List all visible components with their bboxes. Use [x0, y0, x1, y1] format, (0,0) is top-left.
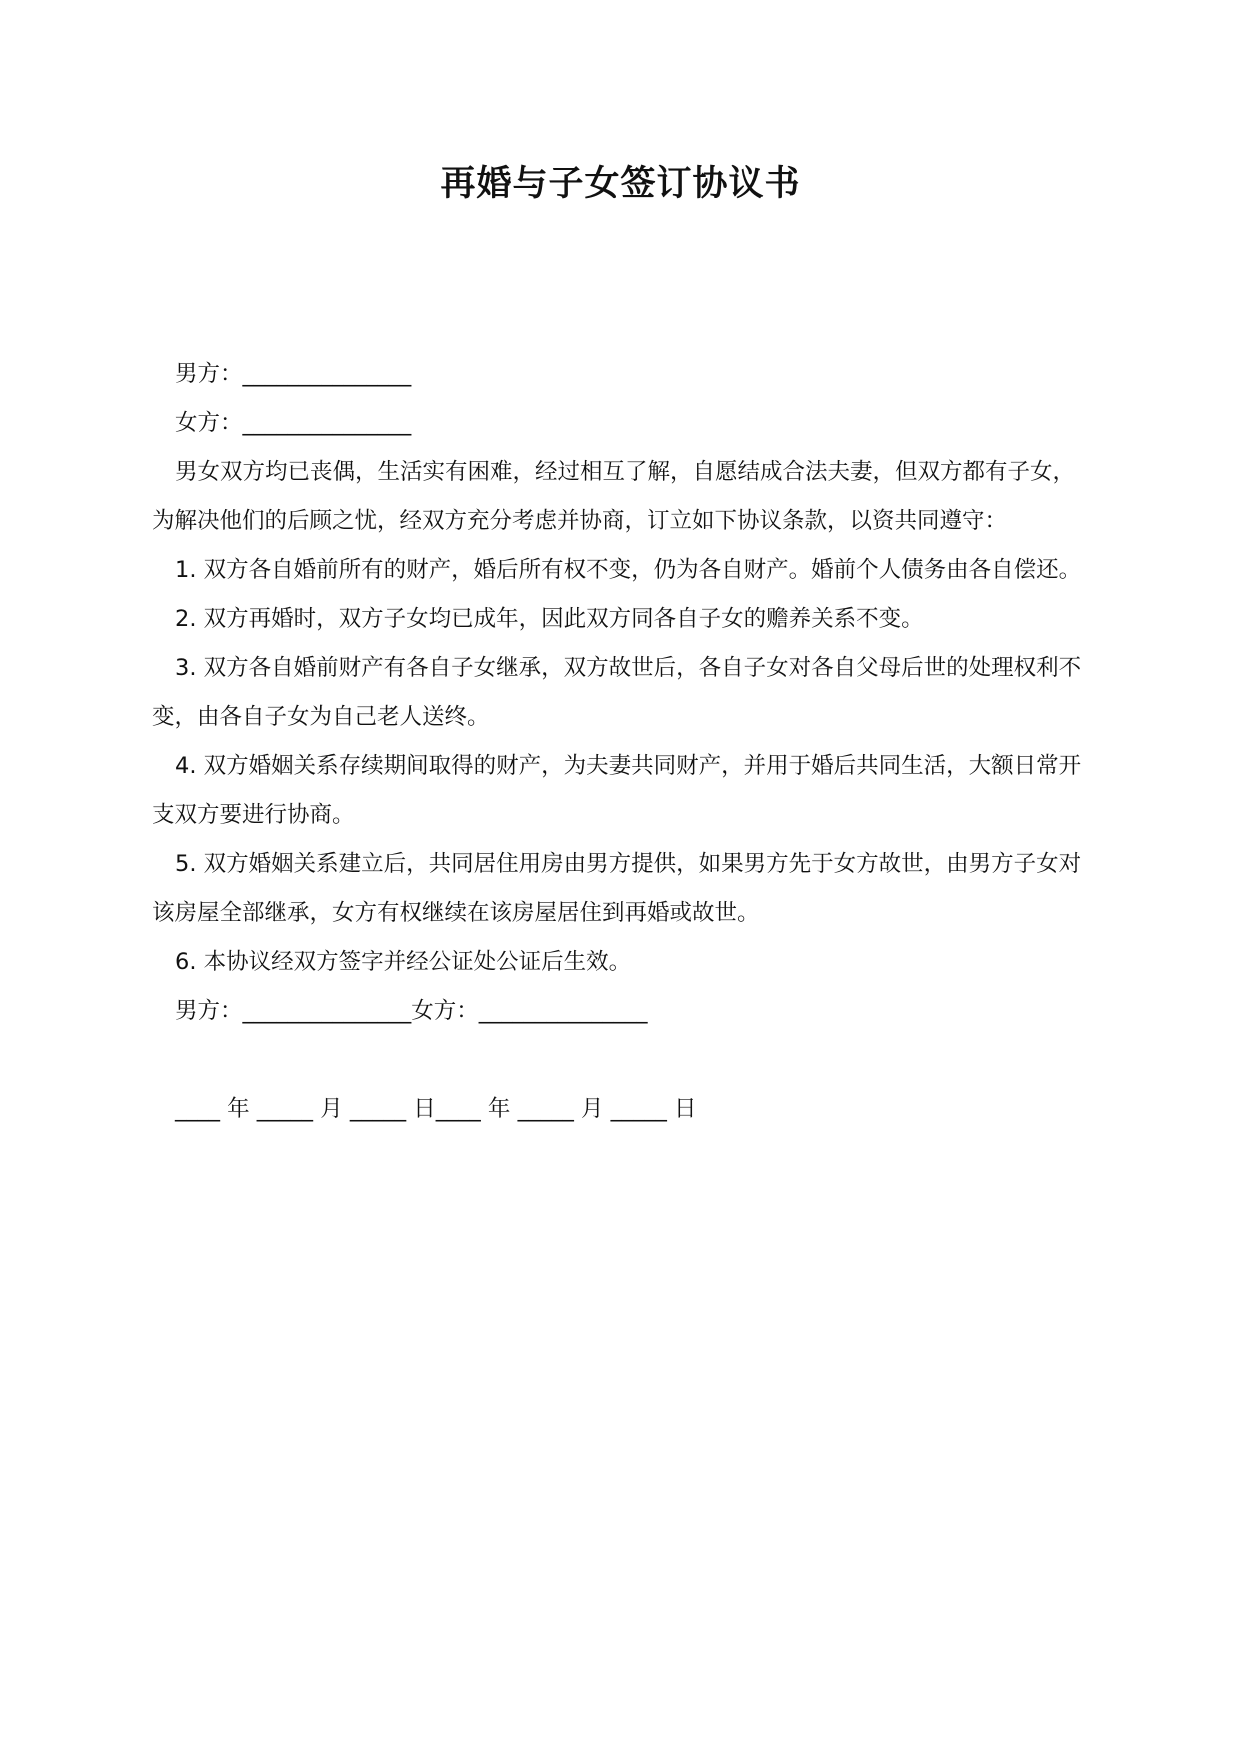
wife-field: 女方：_______________: [175, 410, 412, 436]
signature-line: 男方：_______________女方：_______________: [175, 998, 648, 1024]
clause-2: 2. 双方再婚时，双方子女均已成年，因此双方同各自子女的赡养关系不变。: [175, 606, 924, 632]
clause-4: 4. 双方婚姻关系存续期间取得的财产，为夫妻共同财产，并用于婚后共同生活，大额日常开支双方要进行协商。: [152, 753, 1082, 828]
spacer: [152, 1036, 1097, 1085]
husband-field: 男方：_______________: [175, 361, 412, 387]
document-body: [152, 350, 1097, 1134]
clause-5: 5. 双方婚姻关系建立后，共同居住用房由男方提供，如果男方先于女方故世，由男方子女对该房屋全部继承，女方有权继续在该房屋居住到再婚或故世。: [152, 851, 1082, 926]
date-line: ____ 年 _____ 月 _____ 日____ 年 _____ 月 _____ 日: [175, 1096, 697, 1122]
clause-6: 6. 本协议经双方签字并经公证处公证后生效。: [175, 949, 632, 975]
clause-1: 1. 双方各自婚前所有的财产，婚后所有权不变，仍为各自财产。婚前个人债务由各自偿还。: [175, 557, 1082, 583]
clause-3: 3. 双方各自婚前财产有各自子女继承，双方故世后，各自子女对各自父母后世的处理权利不变，由各自子女为自己老人送终。: [152, 655, 1082, 730]
document-title: 再婚与子女签订协议书: [440, 164, 801, 204]
intro-paragraph: 男女双方均已丧偶，生活实有困难，经过相互了解，自愿结成合法夫妻，但双方都有子女，为解决他们的后顾之忧，经双方充分考虑并协商，订立如下协议条款，以资共同遵守：: [152, 459, 1076, 534]
